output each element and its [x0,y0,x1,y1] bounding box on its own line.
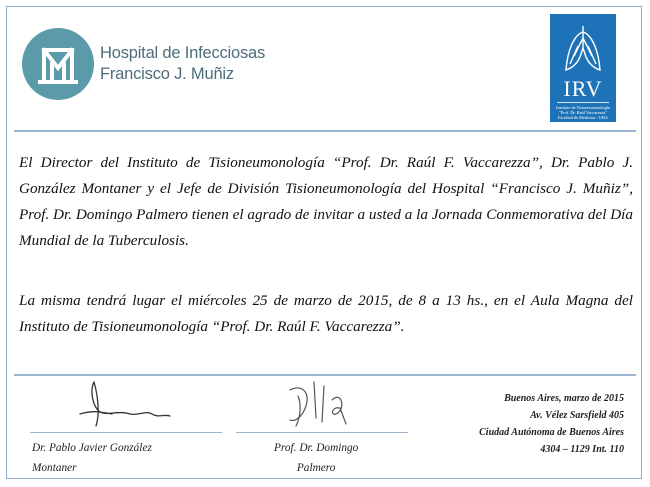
signatory-2-name [274,438,358,478]
hospital-logo-emblem [22,28,94,100]
address-phone: 4304 – 1129 Int. 110 [540,444,624,455]
signatory-1-line1: Dr. Pablo Javier González [32,442,152,454]
irv-logo [550,14,616,122]
irv-subtitle-line1: Instituto de Tisioneumonología [556,105,610,110]
hospital-logo [22,28,265,100]
signatory-2-line1: Prof. Dr. Domingo [274,442,359,454]
irv-logo-text: IRV [563,76,603,101]
irv-divider [557,102,609,103]
irv-subtitle-line2: "Prof. Dr. Raúl Vaccarezza" [559,110,607,115]
signature-line-2 [236,432,408,433]
irv-lungs-icon [562,24,604,72]
signature-gonzalez-montaner [78,376,173,432]
irv-subtitle-line3: Facultad de Medicina - UBA [558,115,608,120]
address-block [479,390,624,458]
header-divider [14,130,636,132]
event-details-paragraph: La misma tendrá lugar el miércoles 25 de marzo de 2015, de 8 a 13 hs., en el Aula Magna del Instituto de Tisioneumonología “Prof. Dr. Raúl F. Vaccarezza”. [19,292,633,335]
invitation-paragraph: El Director del Instituto de Tisioneumonología “Prof. Dr. Raúl F. Vaccarezza”, Dr. Pablo J. González Montaner y el Jefe de División Tisioneumonología del Hospital “Francisco J. Muñiz”, Prof. Dr. Domingo Palmero tienen el agrado de invitar a usted a la Jornada Conmemorativa del Día Mundial de la Tuberculosis. [19,154,633,249]
address-date: Buenos Aires, marzo de 2015 [504,393,624,404]
hospital-m-icon [22,28,94,100]
hospital-name-line1: Hospital de Infecciosas [100,44,266,62]
irv-subtitle [552,105,614,120]
signatory-1-name [32,438,152,478]
signature-line-1 [30,432,222,433]
address-street: Av. Vélez Sarsfield 405 [530,410,624,421]
hospital-logo-text [100,43,265,85]
signature-palmero [286,378,358,432]
hospital-name-line2: Francisco J. Muñiz [100,65,234,83]
signatory-1-line2: Montaner [32,462,77,474]
signatory-2-line2: Palmero [296,462,336,474]
address-city: Ciudad Autónoma de Buenos Aires [479,427,624,438]
